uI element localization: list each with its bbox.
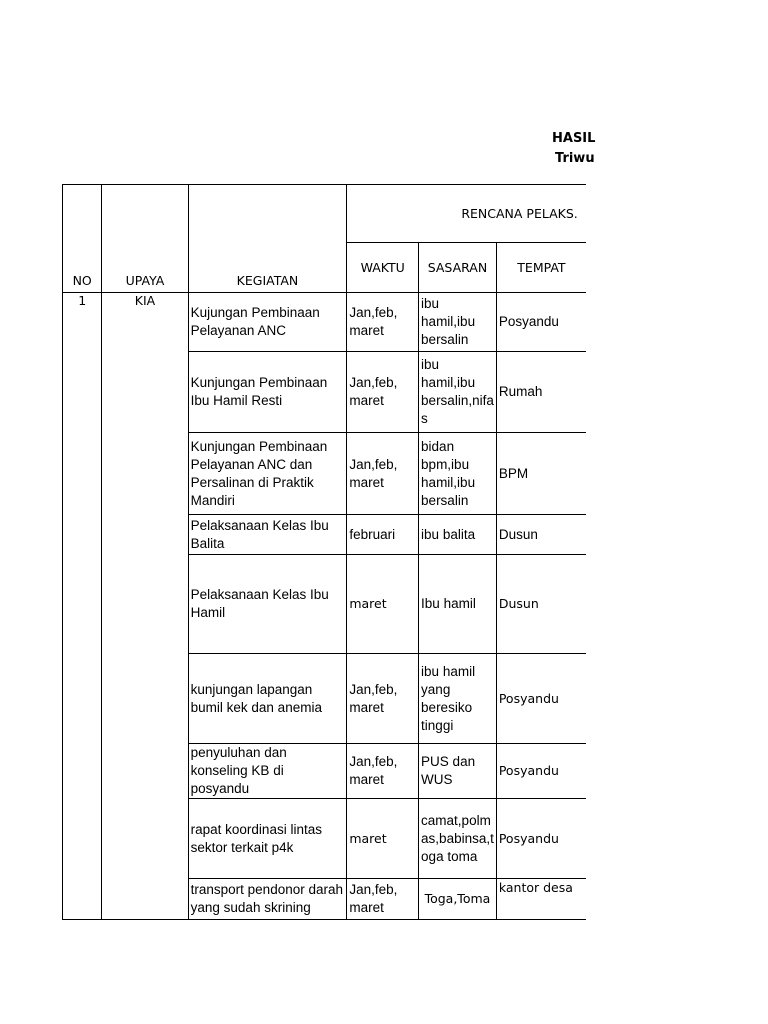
- cell-waktu: maret: [347, 799, 419, 879]
- cell-sasaran: camat,polm as,babinsa,t oga toma: [419, 799, 497, 879]
- cell-sasaran: Toga,Toma: [419, 879, 497, 920]
- cell-tempat: Dusun: [496, 555, 586, 654]
- header-kegiatan: KEGIATAN: [188, 185, 347, 293]
- cell-sasaran: ibu hamil yang beresiko tinggi: [419, 654, 497, 744]
- header-rencana: RENCANA PELAKS.: [347, 185, 586, 243]
- cell-kegiatan: penyuluhan dan konseling KB di posyandu: [188, 744, 347, 799]
- cell-waktu: Jan,feb, maret: [347, 744, 419, 799]
- cell-kegiatan: rapat koordinasi lintas sektor terkait p4k: [188, 799, 347, 879]
- cell-waktu: Jan,feb, maret: [347, 352, 419, 433]
- document-title: HASIL: [552, 131, 596, 146]
- cell-waktu: februari: [347, 515, 419, 555]
- header-upaya: UPAYA: [102, 185, 188, 293]
- cell-waktu: Jan,feb, maret: [347, 293, 419, 352]
- header-no: NO: [63, 185, 102, 293]
- cell-tempat: Posyandu: [496, 293, 586, 352]
- cell-waktu: Jan,feb, maret: [347, 433, 419, 515]
- cell-sasaran: ibu balita: [419, 515, 497, 555]
- cell-tempat: Rumah: [496, 352, 586, 433]
- cell-kegiatan: kunjungan lapangan bumil kek dan anemia: [188, 654, 347, 744]
- cell-tempat: Dusun: [496, 515, 586, 555]
- cell-kegiatan: Pelaksanaan Kelas Ibu Hamil: [188, 555, 347, 654]
- cell-kegiatan: Kunjungan Pembinaan Pelayanan ANC dan Persalinan di Praktik Mandiri: [188, 433, 347, 515]
- cell-kegiatan: transport pendonor darah yang sudah skrining: [188, 879, 347, 920]
- cell-waktu: Jan,feb, maret: [347, 654, 419, 744]
- cell-kegiatan: Kunjungan Pembinaan Ibu Hamil Resti: [188, 352, 347, 433]
- cell-kegiatan: Pelaksanaan Kelas Ibu Balita: [188, 515, 347, 555]
- cell-tempat: Posyandu: [496, 744, 586, 799]
- document-subtitle: Triwu: [555, 151, 595, 166]
- cell-sasaran: ibu hamil,ibu bersalin: [419, 293, 497, 352]
- cell-tempat: Posyandu: [496, 654, 586, 744]
- cell-sasaran: PUS dan WUS: [419, 744, 497, 799]
- cell-kegiatan: Kujungan Pembinaan Pelayanan ANC: [188, 293, 347, 352]
- cell-waktu: maret: [347, 555, 419, 654]
- table-row: [63, 293, 587, 352]
- header-tempat: TEMPAT: [496, 243, 586, 293]
- cell-tempat: Posyandu: [496, 799, 586, 879]
- cell-sasaran: bidan bpm,ibu hamil,ibu bersalin: [419, 433, 497, 515]
- activity-table: [62, 184, 586, 920]
- cell-sasaran: Ibu hamil: [419, 555, 497, 654]
- row-upaya: KIA: [102, 293, 188, 920]
- cell-tempat: kantor desa: [496, 879, 586, 920]
- cell-tempat: BPM: [496, 433, 586, 515]
- cell-sasaran: ibu hamil,ibu bersalin,nifa s: [419, 352, 497, 433]
- header-waktu: WAKTU: [347, 243, 419, 293]
- cell-waktu: Jan,feb, maret: [347, 879, 419, 920]
- row-no: 1: [63, 293, 102, 920]
- header-sasaran: SASARAN: [419, 243, 497, 293]
